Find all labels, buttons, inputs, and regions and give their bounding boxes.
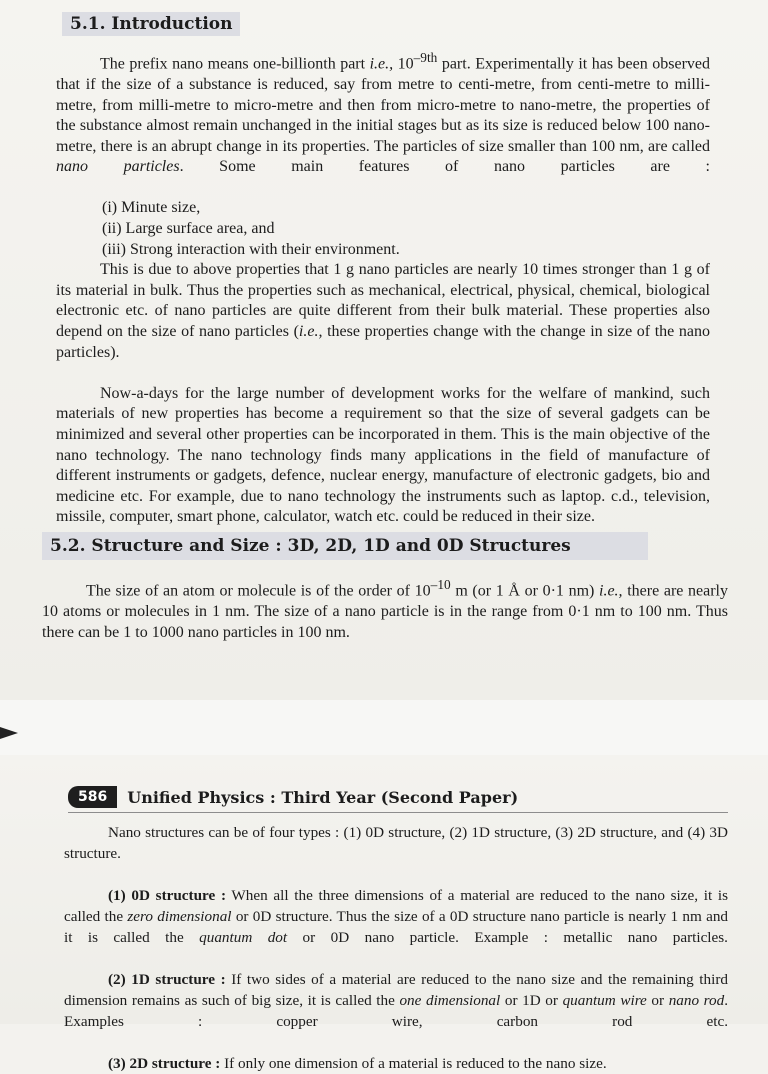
2d-structure-paragraph: (3) 2D structure : If only one dimension of a material is reduced to the nano size.	[108, 1055, 607, 1072]
header-rule	[68, 812, 728, 813]
1d-structure-paragraph: (2) 1D structure : If two sides of a material are reduced to the nano size and the remaining third dimension remains as such of big size, it is called the one dimensional or 1D or quantum wire or nano rod. Examples : copper wire, carbon rod etc.	[64, 971, 729, 1030]
structures-intro: Nano structures can be of four types : (1) 0D structure, (2) 1D structure, (3) 2D structure, and (4) 3D structure.	[64, 824, 728, 862]
running-header	[68, 786, 518, 808]
page-edge-marker	[0, 727, 18, 739]
feature-item: (iii) Strong interaction with their environment.	[102, 240, 400, 258]
structure-body	[42, 575, 728, 643]
introduction-body	[56, 48, 710, 528]
next-page-body	[64, 822, 728, 1074]
features-list	[56, 198, 710, 260]
feature-item: (i) Minute size,	[102, 199, 201, 217]
book-title: Unified Physics : Third Year (Second Paper)	[127, 787, 519, 807]
page-number-badge: 586	[68, 786, 117, 808]
intro-paragraph-1: The prefix nano means one-billionth part i.e., $10^{-9th}$ part. Experimentally it has been observed that if the size of a substance is reduced, say from metre to centi-metre, from centi-metre to milli-metre, from milli-metre to micro-metre and then from micro-metre to nano-metre, the properties of the substance almost remain unchanged in the initial stages but as its size is reduced below 100 nano-metre, there is an abrupt change in its properties. The particles of size smaller than 100 nm, are called nano particles. Some main features of nano particles are :	[56, 50, 711, 176]
structure-paragraph: The size of an atom or molecule is of the order of $10^{-10}$ m (or 1 Å or 0·1 nm) i.e., there are nearly 10 atoms or molecules in 1 nm. The size of a nano particle is in the range from 0·1 nm to 100 nm. Thus there can be 1 to 1000 nano particles in 100 nm.	[42, 577, 728, 641]
od-structure-paragraph: (1) 0D structure : When all the three dimensions of a material are reduced to the nano size, it is called the zero dimensional or 0D structure. Thus the size of a 0D structure nano particle is nearly 1 nm and it is called the quantum dot or 0D nano particle. Example : metallic nano particles.	[64, 887, 729, 946]
page-gap	[0, 700, 768, 755]
intro-paragraph-2: This is due to above properties that 1 g nano particles are nearly 10 times stronger than 1 g of its material in bulk. Thus the properties such as mechanical, electrical, physical, chemical, biological electronic etc. of nano particles are quite different from their bulk material. These properties also depend on the size of nano particles (i.e., these properties change with the change in size of the nano particles).	[56, 261, 711, 361]
intro-paragraph-3: Now-a-days for the large number of development works for the welfare of mankind, such materials of new properties has become a requirement so that the size of several gadgets can be minimized and several other properties can be incorporated in them. This is the main objective of the nano technology. The nano technology finds many applications in the field of manufacture of different instruments or gadgets, defence, nuclear energy, manufacture of electronic gadgets, bio and medicine etc. For example, due to nano technology the instruments such as laptop. c.d., television, missile, computer, smart phone, calculator, watch etc. could be reduced in their size.	[56, 384, 710, 526]
section-heading-introduction: 5.1. Introduction	[62, 12, 240, 36]
section-heading-structure-size: 5.2. Structure and Size : 3D, 2D, 1D and 0D Structures	[42, 532, 648, 560]
feature-item: (ii) Large surface area, and	[102, 220, 275, 238]
